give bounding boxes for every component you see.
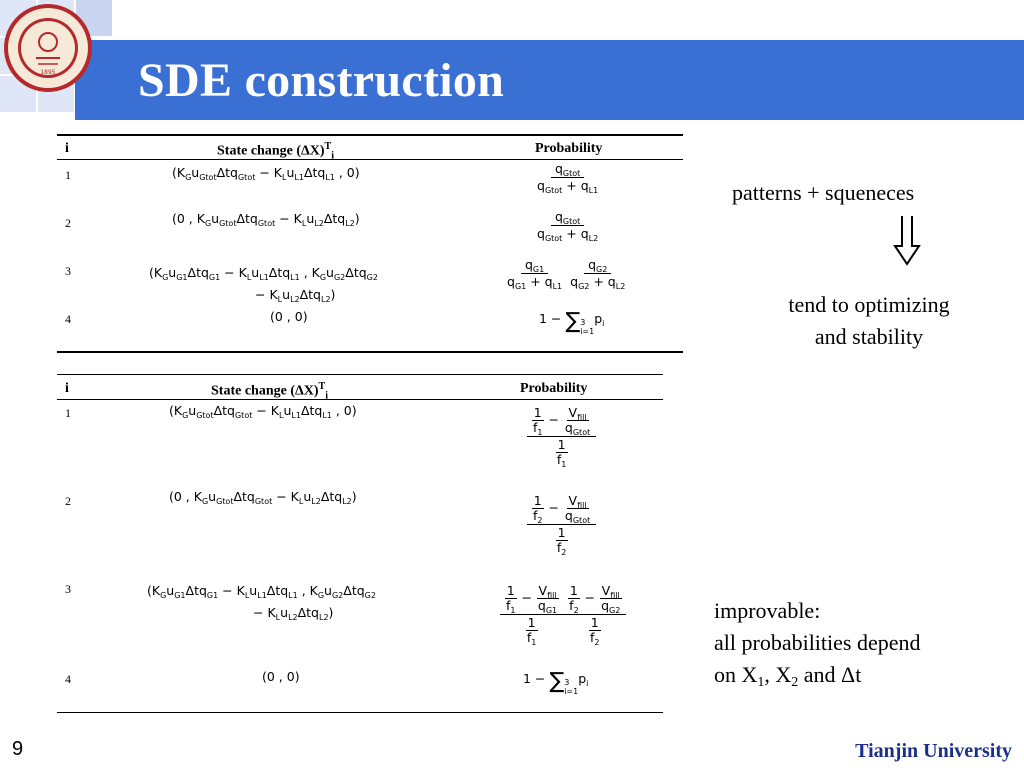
note-optimizing-line2: and stability	[814, 324, 924, 349]
svg-text:1895: 1895	[40, 69, 56, 76]
note-optimizing	[764, 289, 974, 353]
row-index: 3	[65, 264, 71, 278]
note-improvable-line1: improvable:	[714, 598, 821, 623]
sde-table-2	[57, 374, 663, 716]
table-top-rule	[57, 374, 663, 375]
footer-organization: Tianjin University	[855, 740, 1012, 762]
state-change-formula: ($K_Gu_{G1}\Delta tq_{G1} - K_Lu_{L1}\Delta tq_{L1}$ , $K_Gu_{G2}\Delta tq_{G2}$ − $K_Lu_{L2}\Delta tq_{L2}$)	[147, 583, 376, 622]
probability-formula: $\frac{1}{f_2}$ − $\frac{V_{fill}}{q_{Gtot}}$ $\frac{1}{f_2}$	[527, 494, 596, 555]
column-header-i: i	[65, 141, 69, 156]
page-number: 9	[12, 738, 24, 760]
state-change-formula: ($K_Gu_{Gtot}\Delta tq_{Gtot} - K_Lu_{L1}\Delta tq_{L1}$ , 0)	[172, 165, 360, 182]
probability-formula: $\frac{1}{f_1}$ − $\frac{V_{fill}}{q_{Gtot}}$ $\frac{1}{f_1}$	[527, 406, 596, 467]
table-top-rule	[57, 134, 683, 136]
row-index: 3	[65, 582, 71, 596]
probability-formula: $\frac{1}{f_1}$ − $\frac{V_{fill}}{q_{G1}}$ $\frac{1}{f_1}$ $\frac{1}{f_2}$ − $\frac{V_{fill}}{q_{G2}}$ $\frac{1}{f_2}$	[500, 584, 626, 645]
table-bottom-rule	[57, 712, 663, 713]
row-index: 1	[65, 406, 71, 420]
row-index: 4	[65, 672, 71, 686]
row-index: 4	[65, 312, 71, 326]
probability-formula: $\frac{q_{Gtot}}{q_{Gtot} + q_{L2}}$	[537, 209, 599, 243]
row-index: 2	[65, 216, 71, 230]
slide-title: SDE construction	[138, 54, 505, 107]
probability-formula: $\frac{q_{G1}}{q_{G1} + q_{L1}}$ $\frac{q_{G2}}{q_{G2} + q_{L2}}$	[507, 257, 626, 291]
column-header-state-change: State change $(\Delta X)^T_i$	[217, 141, 334, 162]
row-index: 2	[65, 494, 71, 508]
column-header-probability: Probability	[520, 381, 588, 396]
table-header-rule	[57, 159, 683, 160]
table-header-rule	[57, 399, 663, 400]
state-change-formula: (0 , 0)	[270, 309, 308, 324]
probability-formula: $\frac{q_{Gtot}}{q_{Gtot} + q_{L1}}$	[537, 161, 599, 195]
sde-table-1	[57, 134, 683, 354]
column-header-state-change: State change $(\Delta X)^T_i$	[211, 381, 328, 402]
column-header-i: i	[65, 381, 69, 396]
note-improvable-line3: on $X_1$, $X_2$ and Δt	[714, 662, 862, 690]
note-improvable-line2: all probabilities depend	[714, 630, 921, 655]
column-header-probability: Probability	[535, 141, 603, 156]
state-change-formula: ($K_Gu_{G1}\Delta tq_{G1} - K_Lu_{L1}\Delta tq_{L1}$ , $K_Gu_{G2}\Delta tq_{G2}$ − $K_Lu_{L2}\Delta tq_{L2}$)	[149, 265, 378, 304]
double-down-arrow-icon	[892, 214, 922, 266]
university-seal-logo	[2, 2, 94, 94]
note-improvable	[714, 595, 921, 691]
state-change-formula: (0 , 0)	[262, 669, 300, 684]
note-optimizing-line1: tend to optimizing	[788, 292, 950, 317]
note-patterns: patterns + squeneces	[732, 180, 915, 205]
probability-formula: 1 − ∑ 3 i=1 $p_i$	[523, 669, 589, 696]
row-index: 1	[65, 168, 71, 182]
state-change-formula: (0 , $K_Gu_{Gtot}\Delta tq_{Gtot} - K_Lu_{L2}\Delta tq_{L2}$)	[169, 489, 357, 506]
table-bottom-rule	[57, 351, 683, 353]
state-change-formula: (0 , $K_Gu_{Gtot}\Delta tq_{Gtot} - K_Lu_{L2}\Delta tq_{L2}$)	[172, 211, 360, 228]
state-change-formula: ($K_Gu_{Gtot}\Delta tq_{Gtot} - K_Lu_{L1}\Delta tq_{L1}$ , 0)	[169, 403, 357, 420]
probability-formula: 1 − ∑ 3 i=1 $p_i$	[539, 309, 605, 336]
